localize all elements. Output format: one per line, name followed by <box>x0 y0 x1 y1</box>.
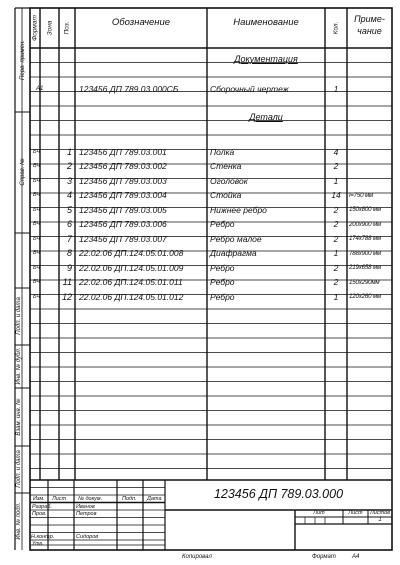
row-qty: 2 <box>333 219 339 229</box>
header-name: Наименование <box>233 17 299 28</box>
row-format: БЧ <box>33 250 40 256</box>
row-qty: 4 <box>333 146 339 157</box>
side-label-perv-primen: Перв. примен. <box>20 40 26 80</box>
row-designation: 22.02.06 ДП.124.05.01.012 <box>79 291 184 302</box>
tb-role-utv: Утв. <box>32 540 44 547</box>
row-format: БЧ <box>33 148 40 155</box>
tb-col-data: Дата <box>147 496 162 502</box>
row-format: БЧ <box>33 293 40 300</box>
row-designation: 123456 ДП 789.03.001 <box>79 146 167 157</box>
row-name: Ребро <box>210 291 235 302</box>
doc-row-qty: 1 <box>333 84 339 94</box>
row-qty: 2 <box>333 204 339 215</box>
row-pos: 1 <box>66 146 72 157</box>
header-zone: Зона <box>46 20 53 36</box>
header-qty: Кол. <box>332 21 340 35</box>
header-format: Формат <box>31 15 39 41</box>
row-note: 150х800 мм <box>349 206 381 213</box>
row-name: Ребро <box>210 262 235 273</box>
row-qty: 1 <box>333 175 339 186</box>
row-pos: 9 <box>66 262 72 273</box>
row-note: 200х900 мм <box>349 220 381 228</box>
tb-document-code: 123456 ДП 789.03.000 <box>213 487 344 501</box>
tb-format-value: А4 <box>352 554 360 560</box>
row-designation: 22.02.06 ДП.124.05.01.008 <box>79 248 184 258</box>
row-qty: 2 <box>333 277 339 287</box>
tb-name-nkontr: Сидоров <box>76 533 99 540</box>
side-label-inv-podl: Инв. № подл. <box>15 502 22 540</box>
row-pos: 4 <box>66 190 72 200</box>
side-label-sprav-no: Справ. № <box>20 158 26 186</box>
row-pos: 2 <box>66 161 72 171</box>
tb-format-label: Формат <box>312 554 336 560</box>
row-pos: 12 <box>61 291 72 302</box>
tb-col-podp: Подп. <box>122 496 137 502</box>
header-note-line2: чание <box>357 26 382 36</box>
side-label-vzam-inv: Взам. инв. № <box>15 398 22 436</box>
row-qty: 1 <box>333 248 339 258</box>
tb-sheet-label: Лист <box>348 510 363 516</box>
row-name: Ребро малое <box>210 233 262 244</box>
row-designation: 123456 ДП 789.03.004 <box>79 190 167 200</box>
row-format: БЧ <box>33 264 40 271</box>
row-pos: 5 <box>66 204 72 215</box>
row-name: Ребро <box>210 277 235 287</box>
tb-lit-label: Лит <box>313 510 325 516</box>
row-designation: 123456 ДП 789.03.007 <box>79 233 167 244</box>
row-note: 150х290мм <box>349 278 380 286</box>
row-name: Диафрагма <box>210 248 257 258</box>
row-pos: 6 <box>66 219 72 229</box>
row-note: 120х260 мм <box>349 293 381 300</box>
row-qty: 2 <box>333 161 339 171</box>
row-pos: 7 <box>66 233 72 244</box>
row-designation: 22.02.06 ДП.124.05.01.011 <box>79 277 183 287</box>
tb-sheets-value: 1 <box>378 517 382 523</box>
row-designation: 123456 ДП 789.03.006 <box>79 219 167 229</box>
row-note: 788х900 мм <box>349 249 381 257</box>
section-documentation: Документация <box>234 54 298 64</box>
row-format: БЧ <box>33 221 40 227</box>
tb-role-razrab: Разраб. <box>32 503 52 510</box>
tb-col-izm: Изм. <box>33 496 45 502</box>
header-designation: Обозначение <box>111 17 171 28</box>
row-note: 174х788 мм <box>349 235 381 242</box>
row-pos: 3 <box>66 175 72 186</box>
row-format: БЧ <box>33 192 40 198</box>
section-details: Детали <box>249 112 283 122</box>
side-label-inv-dubl: Инв. № дубл. <box>15 347 22 385</box>
row-note: l=750 мм <box>349 191 373 199</box>
side-label-podp-data-1: Подп. и дата <box>15 297 22 335</box>
tb-role-prov: Пров. <box>32 511 47 517</box>
row-name: Полка <box>210 146 235 157</box>
side-label-podp-data-2: Подп. и дата <box>15 450 22 488</box>
row-designation: 123456 ДП 789.03.005 <box>79 204 167 215</box>
row-qty: 2 <box>333 262 339 273</box>
doc-row-format: А1 <box>36 86 44 92</box>
tb-role-nkontr: Н.контр. <box>31 533 55 540</box>
tb-sheets-label: Листов <box>369 510 391 516</box>
row-name: Оголовок <box>210 175 248 186</box>
row-designation: 123456 ДП 789.03.003 <box>79 175 167 186</box>
row-format: БЧ <box>33 235 40 242</box>
tb-col-docum: № докум. <box>78 496 103 502</box>
row-qty: 1 <box>333 291 339 302</box>
row-name: Стенка <box>210 161 242 171</box>
row-format: БЧ <box>33 163 40 169</box>
row-name: Нижнее ребро <box>210 204 267 215</box>
row-qty: 14 <box>331 190 341 200</box>
row-format: БЧ <box>33 177 40 184</box>
row-designation: 123456 ДП 789.03.002 <box>79 161 167 171</box>
row-format: БЧ <box>33 279 40 285</box>
tb-name-prov: Петров <box>76 511 97 517</box>
tb-col-list: Лист <box>52 496 67 502</box>
row-pos: 8 <box>66 248 72 258</box>
row-name: Стойка <box>210 190 242 200</box>
doc-row-name: Сборочный чертеж <box>210 84 289 94</box>
row-designation: 22.02.06 ДП.124.05.01.009 <box>79 262 184 273</box>
doc-row-designation: 123456 ДП 789.03.000СБ <box>79 84 179 94</box>
row-qty: 2 <box>333 233 339 244</box>
header-pos: Поз. <box>63 21 71 35</box>
tb-name-razrab: Иванов <box>76 503 95 510</box>
header-note-line1: Приме- <box>354 14 385 24</box>
row-name: Ребро <box>210 219 235 229</box>
row-pos: 11 <box>62 277 72 287</box>
row-note: 219х658 мм <box>349 264 381 271</box>
tb-copied: Копировал <box>182 554 212 560</box>
row-format: БЧ <box>33 206 40 213</box>
